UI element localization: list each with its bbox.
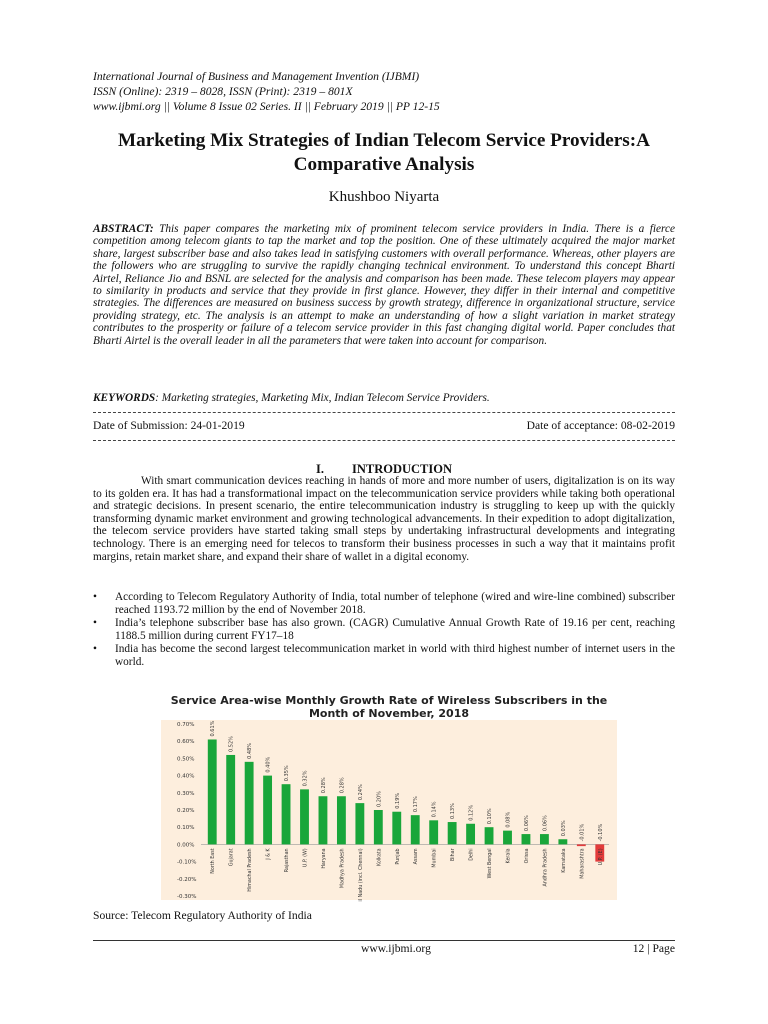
data-label: 0.14% (431, 801, 438, 818)
bullet-icon: • (93, 591, 97, 603)
data-label: 0.19% (394, 792, 401, 809)
bar (503, 831, 512, 845)
y-tick-label: -0.20% (177, 876, 197, 883)
y-tick-label: -0.10% (177, 859, 197, 866)
bar (448, 822, 457, 844)
data-label: 0.13% (450, 803, 457, 820)
section-number: I. (315, 462, 324, 476)
section-title: INTRODUCTION (351, 462, 452, 476)
data-label: 0.48% (247, 742, 254, 759)
bar (245, 762, 254, 845)
bar (300, 789, 309, 844)
list-item (93, 643, 675, 668)
x-tick-label: Mumbai (432, 848, 438, 868)
bullet-list (93, 591, 675, 670)
y-tick-label: 0.60% (177, 739, 195, 746)
bar (319, 796, 328, 844)
x-tick-label: Assam (414, 848, 420, 865)
bar (337, 796, 346, 844)
x-tick-label: Rajasthan (285, 848, 291, 873)
footer-rule (93, 940, 675, 941)
paper-title-line2: Comparative Analysis (293, 154, 475, 175)
bar (411, 815, 420, 844)
x-tick-label: Tamil Nadu (incl. Chennai) (358, 848, 364, 902)
bullet-text: India’s telephone subscriber base has also grown. (CAGR) Cumulative Annual Growth Rate of 19.16 per cent, reaching 1188.5 million during current FY17–18 (115, 617, 675, 642)
bar (208, 739, 217, 844)
x-tick-label: Karnataka (561, 848, 567, 873)
journal-volume: www.ijbmi.org || Volume 8 Issue 02 Series. II || February 2019 || PP 12-15 (93, 100, 440, 113)
abstract (93, 223, 675, 347)
paper-title (60, 129, 708, 177)
data-label: -0.01% (579, 823, 586, 842)
y-tick-label: 0.30% (177, 790, 195, 797)
x-tick-label: Himachal Pradesh (248, 848, 254, 892)
list-item (93, 617, 675, 642)
figure-source: Source: Telecom Regulatory Authority of India (93, 909, 312, 922)
data-label: 0.28% (339, 777, 346, 794)
growth-chart (157, 690, 621, 902)
data-label: 0.32% (302, 770, 309, 787)
x-tick-label: West Bengal (488, 848, 494, 879)
bar (374, 810, 383, 844)
x-tick-label: Punjab (395, 848, 401, 865)
bar (429, 820, 438, 844)
list-item (93, 591, 675, 616)
bar (540, 834, 549, 844)
data-label: 0.40% (265, 756, 272, 773)
bar (282, 784, 291, 844)
intro-paragraph: With smart communication devices reaching in hands of more and more number of users, digitalization is on its way to its golden era. It has had a transformational impact on the telecommunication service providers while taking both operational and strategic decisions. In present scenario, the entire telecommunication industry is struggling to keep up with the quickly transforming dynamic market environment and growing technological advancements. In their expedition to adopt digitalization, the telecom service providers have started taking small steps by undertaking infrastructural developments and integrating technology. There is an emerging need for telecos to transform their business processes in such a way that it maintains profit margins, retain market share, and expand their share of wallet in a digital economy. (93, 475, 675, 563)
data-label: 0.24% (357, 784, 364, 801)
bullet-text: India has become the second largest telecommunication market in world with third highest number of internet users in the world. (115, 643, 675, 668)
bar (466, 824, 475, 845)
submission-date: Date of Submission: 24-01-2019 (93, 419, 245, 432)
data-label: 0.06% (523, 815, 530, 832)
x-tick-label: North East (211, 848, 217, 874)
dates-row (93, 419, 675, 432)
x-tick-label: Gujarat (229, 848, 235, 867)
bar (522, 834, 531, 844)
divider-bottom (93, 440, 675, 441)
data-label: 0.20% (376, 791, 383, 807)
footer-url: www.ijbmi.org (361, 942, 431, 955)
abstract-text: This paper compares the marketing mix of prominent telecom service providers in India. There is a fierce competition among telecom giants to tap the market and top the position. One of these ultimately acquired the major market share, largest subscriber base and also takes lead in satisfying customers with overall performance. Whereas, other players are the followers who are struggling to survive the rapidly changing technical environment. To understand this concept Bharti Airtel, Reliance Jio and BSNL are selected for the analysis and comparison has been made. These telecom players may appear to similarity in products and service that they provide in first glance. However, they differ in their internal and competitive strategies. The differences are measured on business success by growth strategy, difference in organizational structure, service providing strategy, etc. The analysis is an attempt to make an understanding of how a slight variation in market strategy contributes to the prosperity or failure of a telecom service provider in this fast changing digital world. Paper concludes that Bharti Airtel is the overall leader in all the parameters that were taken into account for comparison. (93, 223, 675, 347)
paper-title-line1: Marketing Mix Strategies of Indian Telecom Service Providers:A (117, 130, 650, 151)
growth-chart-svg (157, 690, 621, 902)
data-label: 0.03% (560, 820, 567, 837)
journal-issn: ISSN (Online): 2319 – 8028, ISSN (Print): 2319 – 801X (93, 85, 353, 98)
data-label: 0.10% (487, 808, 494, 825)
paper-author: Khushboo Niyarta (328, 189, 440, 205)
journal-header (93, 69, 693, 114)
y-tick-label: -0.30% (177, 894, 197, 900)
keywords (93, 392, 675, 404)
x-tick-label: J & K (266, 848, 272, 860)
bar (485, 827, 494, 844)
x-tick-label: Kerala (506, 848, 512, 864)
divider-top (93, 412, 675, 413)
x-tick-label: U.P. (W) (303, 848, 309, 868)
x-tick-label: Kolkata (377, 848, 383, 867)
journal-name: International Journal of Business and Management Invention (IJBMI) (93, 70, 420, 83)
keywords-label: KEYWORDS (93, 392, 156, 404)
bullet-icon: • (93, 617, 97, 630)
data-label: 0.06% (542, 815, 549, 832)
data-label: 0.17% (413, 796, 420, 813)
data-label: 0.61% (210, 720, 217, 737)
x-tick-label: Bihar (451, 848, 457, 861)
data-label: 0.52% (228, 736, 235, 752)
data-label: 0.12% (468, 804, 475, 821)
chart-title-line2: Month of November, 2018 (308, 707, 470, 720)
bar (355, 803, 364, 844)
bar (226, 755, 235, 844)
abstract-label: ABSTRACT: (93, 223, 154, 235)
x-tick-label: Andhra Pradesh (543, 848, 549, 887)
x-tick-label: Haryana (321, 848, 327, 869)
bar (577, 844, 586, 846)
data-label: 0.28% (320, 777, 327, 794)
keywords-text: : Marketing strategies, Marketing Mix, Indian Telecom Service Providers. (155, 392, 490, 404)
bullet-text: According to Telecom Regulatory Authority of India, total number of telephone (wired and wire-line combined) subscriber reached 1193.72 million by the end of November 2018. (115, 591, 675, 616)
data-label: 0.35% (284, 765, 291, 782)
x-tick-label: U.P. (E) (598, 848, 604, 866)
x-tick-label: Maharashtra (580, 848, 586, 879)
data-label: -0.10% (597, 823, 604, 842)
bar (558, 839, 567, 844)
bullet-icon: • (93, 643, 97, 656)
x-tick-label: Delhi (469, 848, 475, 861)
y-tick-label: 0.20% (177, 808, 195, 814)
y-tick-label: 0.70% (177, 722, 195, 728)
data-label: 0.08% (505, 811, 512, 828)
y-tick-label: 0.10% (177, 825, 195, 832)
x-tick-label: Madhya Pradesh (340, 848, 346, 889)
y-tick-label: 0.00% (177, 842, 195, 849)
chart-title-line1: Service Area-wise Monthly Growth Rate of Wireless Subscribers in the (170, 694, 608, 707)
bar (392, 812, 401, 845)
y-tick-label: 0.40% (177, 773, 195, 780)
y-tick-label: 0.50% (177, 756, 195, 763)
bar (263, 776, 272, 845)
x-tick-label: Orissa (524, 848, 530, 864)
acceptance-date: Date of acceptance: 08-02-2019 (526, 419, 675, 432)
footer-page-number: 12 | Page (632, 942, 675, 955)
